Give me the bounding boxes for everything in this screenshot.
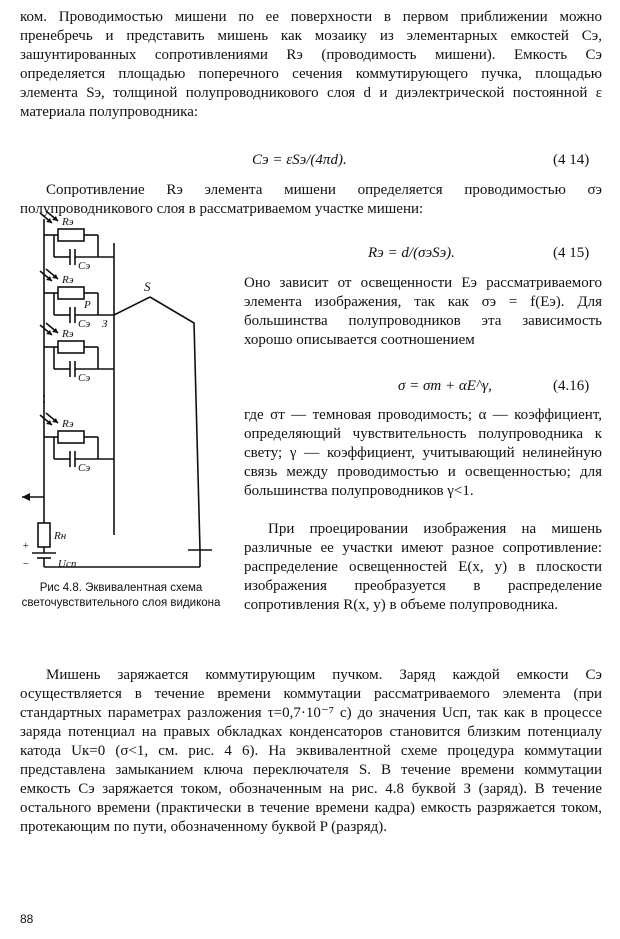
label-minus: − [22, 558, 30, 570]
paragraph-charge: Мишень заряжается коммутирующим пучком. Заряд каждой емкости Cэ осуществляется в течение времени коммутации рассматриваемого элемента (при стандартных параметрах разложения τ=0,7·10⁻⁷ с) до значения Uсп, так как в процессе заряда потенциал на правых обкладках конденсаторов становится близким потенциалу катода Uк=0 (σ<1, см. рис. 4 6). На эквивалентной схеме процедура коммутации представлена замыканием ключа переключателя S. В течение времени коммутации емкость Cэ заряжается током, обозначенным на рис. 4.8 буквой З (заряд). В течение остального времени (практически в течение времени кадра) емкость разряжается током, протекающим по пути, обозначенному буквой P (разряд). [20, 667, 602, 835]
label-discharge: P [84, 299, 91, 311]
label-switch: S [144, 279, 151, 294]
label-ce-4: Cэ [78, 462, 91, 474]
equation-number-4-15: (4 15) [553, 245, 590, 261]
resistor-re-1 [58, 229, 84, 241]
resistor-re-4 [58, 431, 84, 443]
paragraph-depends: Оно зависит от освещенности Eэ рассматриваемого элемента изображения, так как σэ = f(Eэ). Для большинства полупроводников эта зависимость хорошо описывается соотношением [244, 275, 602, 348]
equation-4-16: σ = σт + αE^γ, [398, 378, 492, 394]
equivalent-circuit-figure [18, 205, 228, 575]
resistor-re-2 [58, 287, 84, 299]
equation-number-4-16: (4.16) [553, 378, 590, 394]
label-supply: Uсп [58, 558, 77, 570]
label-charge: З [102, 318, 108, 330]
label-plus: + [22, 540, 30, 552]
paragraph-intro: ком. Проводимостью мишени по ее поверхности в первом приближении можно пренебречь и представить мишень как мозаику из элементарных емкостей Cэ, зашунтированных сопротивлениями Rэ (проводимость мишени). Емкость Cэ определяется площадью поперечного сечения коммутирующего пучка, площадью элемента Sэ, толщиной полупроводникового слоя d и диэлектрической постоянной ε материала полупроводника: [20, 9, 602, 120]
equation-number-4-14: (4 14) [553, 152, 590, 168]
label-re-3: Rэ [62, 328, 74, 340]
label-ce-2: Cэ [78, 318, 91, 330]
paragraph-resistance: Сопротивление Rэ элемента мишени определяется проводимостью σэ полупроводникового слоя в рассматриваемом участке мишени: [20, 182, 602, 217]
paragraph-projection: При проецировании изображения на мишень различные ее участки имеют разное сопротивление: распределение освещенностей E(x, y) в плоскости изображения преобразуется в распределение сопротивления R(x, y) в объеме полупроводника. [244, 521, 602, 613]
output-arrow-head [22, 493, 30, 501]
equation-4-15: Rэ = d/(σэSэ). [368, 245, 455, 261]
equation-4-14: Cэ = εSэ/(4πd). [252, 152, 347, 168]
resistor-re-3 [58, 341, 84, 353]
figure-caption: Рис 4.8. Эквивалентная схема светочувствительного слоя видикона [21, 582, 221, 609]
paragraph-where: где σт — темновая проводимость; α — коэффициент, определяющий чувствительность полупроводника к свету; γ — коэффициент, учитывающий нелинейную связь между проводимостью и освещенностью; для большинства полупроводников γ<1. [244, 407, 602, 499]
label-ce-3: Cэ [78, 372, 91, 384]
load-resistor-rn [38, 523, 50, 547]
label-re-2: Rэ [62, 274, 74, 286]
page-number: 88 [20, 912, 34, 926]
label-re-4: Rэ [62, 418, 74, 430]
label-ce-1: Cэ [78, 260, 91, 272]
label-re-1: Rэ [62, 216, 74, 228]
label-load: Rн [54, 530, 67, 542]
switch-s [114, 297, 150, 315]
